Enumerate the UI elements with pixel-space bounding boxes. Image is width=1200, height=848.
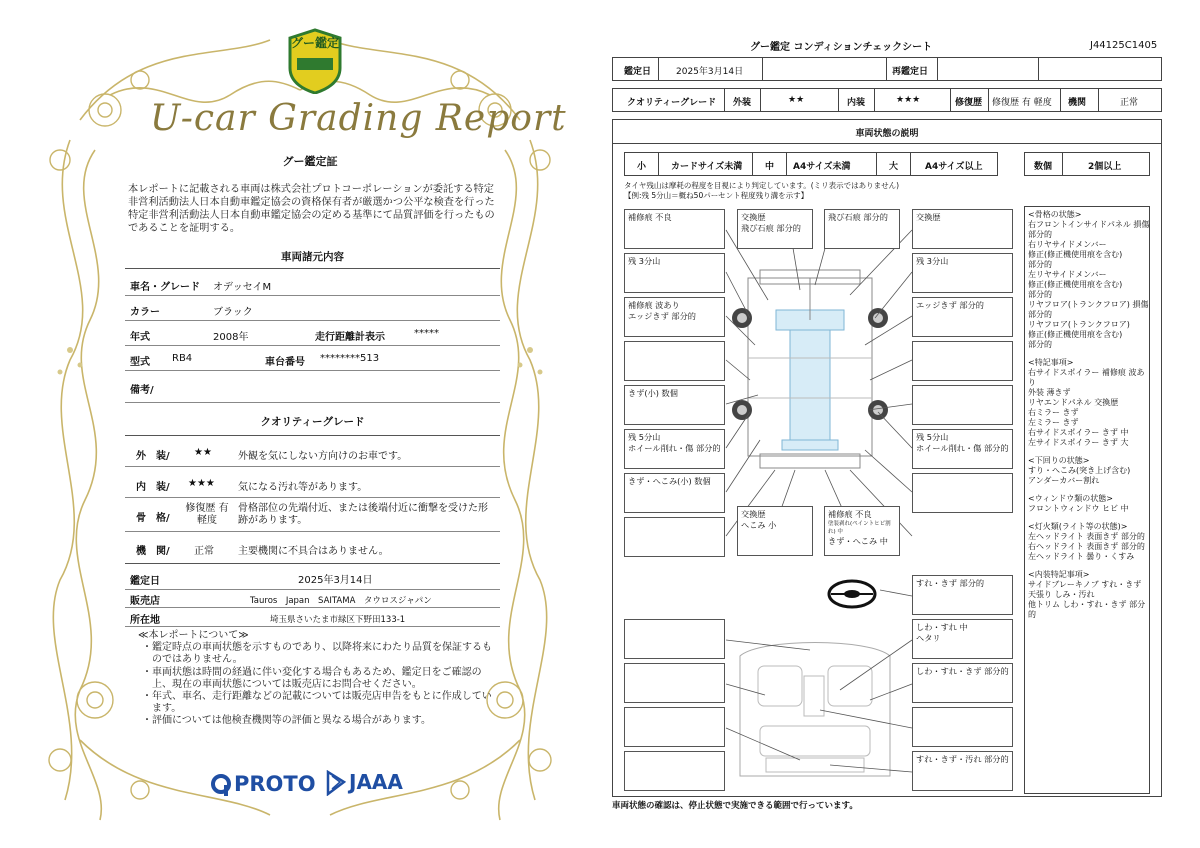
sheet-title: グー鑑定 コンディションチェックシート	[750, 42, 933, 53]
quality-grade-label: クオリティーグレード	[627, 98, 717, 108]
year-value: 2008年	[213, 332, 249, 343]
quality-engine-label: 機 関/	[136, 546, 170, 557]
quality-interior-grade: ★★★	[188, 478, 215, 489]
quality-frame-grade: 修復歴 有 軽度	[185, 503, 229, 526]
note-item: ・年式、車名、走行距離などの記載については販売店申告をもとに作成しています。	[142, 691, 492, 715]
divider	[125, 531, 500, 532]
damage-box: きず(小) 数個	[624, 385, 725, 425]
interior-box	[624, 707, 725, 747]
color-label: カラー	[130, 307, 160, 318]
divider	[125, 626, 500, 627]
size-small-label: 小	[637, 162, 647, 172]
lights-notes: <灯火類(ライト等の状態)> 左ヘッドライト 表面きず 部分的 右ヘッドライト 表面きず 部分的 左ヘッドライト 曇り・くすみ	[1028, 522, 1145, 561]
appraisal-date-label: 鑑定日	[130, 576, 160, 587]
size-mid-label: 中	[765, 162, 775, 172]
special-notes: <特記事項> 右サイドスポイラー 補修痕 波あり 外装 薄きず リヤエンドパネル 交換歴 右ミラー きず 左ミラー きず 右サイドスポイラー きず 中 左サイドスポイラー きず 大	[1028, 358, 1145, 447]
frame-condition-notes: <骨格の状態> 右フロントインサイドパネル 損傷 部分的 右リヤサイドメンバー 修正(修正機使用痕を含む) 部分的 左リヤサイドメンバー 修正(修正機使用痕を含む) 部分的 リヤフロア(トランクフロア) 損傷 部分的 リヤフロア(トランクフロア) 修正(修正機使用痕を含む) 部分的	[1028, 210, 1150, 349]
jaaa-logo-text: JAAA	[349, 770, 403, 794]
chassis-value: ********513	[320, 353, 380, 364]
quality-engine-grade: 正常	[194, 546, 214, 557]
repair-history-label: 修復歴	[955, 98, 983, 108]
divider	[125, 295, 500, 296]
footer-note: 車両状態の確認は、停止状態で実施できる範囲で行っています。	[612, 801, 858, 811]
mileage-label: 走行距離計表示	[315, 332, 385, 343]
interior-box: しわ・すれ・きず 部分的	[912, 663, 1013, 703]
damage-box: 交換歴	[912, 209, 1013, 249]
quality-exterior-desc: 外観を気にしない方向けのお車です。	[238, 451, 408, 462]
damage-box: 補修痕 不良 塗装剥れ(ペイントヒビ割れ) 中 きず・へこみ 中	[824, 506, 900, 556]
dealer-value: Tauros Japan SAITAMA タウロスジャパン	[250, 596, 432, 606]
tire-note-example: 【例:残 5分山＝概ね50パーセント程度残り溝を示す】	[624, 191, 809, 200]
appraisal-date-value: 2025年3月14日	[298, 575, 373, 586]
certificate-heading: グー鑑定証	[282, 155, 338, 168]
mileage-value: *****	[414, 328, 439, 339]
divider	[125, 466, 500, 467]
underbody-notes: <下回りの状態> すり・へこみ(突き上げ含む) アンダーカバー割れ	[1028, 456, 1131, 485]
interior-box	[912, 707, 1013, 747]
note-item: ・評価については他検査機関等の評価と異なる場合があります。	[142, 715, 431, 727]
interior-special-notes: <内装特記事項> サイドブレーキノブ すれ・きず 天張り しみ・汚れ 他トリム しわ・すれ・きず 部分的	[1028, 570, 1146, 619]
size-large-label: 大	[889, 162, 899, 172]
specs-heading: 車両諸元内容	[281, 251, 344, 263]
exterior-label: 外装	[733, 98, 752, 108]
tire-note: タイヤ残山は摩耗の程度を目視により判定しています。(ミリ表示ではありません)	[624, 181, 900, 190]
note-item: ・鑑定時点の車両状態を示すものであり、以降将来にわたり品質を保証するものではありません。	[142, 642, 492, 666]
model-label: 型式	[130, 357, 150, 368]
damage-box: 補修痕 波あり エッジきず 部分的	[624, 297, 725, 337]
damage-box: 残 5分山 ホイール削れ・傷 部分的	[912, 429, 1013, 469]
quality-exterior-grade: ★★	[194, 447, 212, 458]
interior-box	[624, 751, 725, 791]
divider	[125, 268, 500, 269]
damage-box: 補修痕 不良	[624, 209, 725, 249]
damage-box: 飛び石痕 部分的	[824, 209, 900, 249]
interior-box: すれ・きず 部分的	[912, 575, 1013, 615]
damage-box: 交換歴 へこみ 小	[737, 506, 813, 556]
size-mid-desc: A4サイズ未満	[793, 162, 851, 172]
dealer-label: 販売店	[130, 596, 160, 607]
note-item: ・車両状態は時間の経過に伴い変化する場合もあるため、鑑定日をご確認の上、現在の車両状態については販売店にお問合せください。	[142, 666, 482, 690]
quality-frame-desc: 骨格部位の先端付近、または後端付近に衝撃を受けた形跡があります。	[238, 503, 488, 526]
reappraisal-date-label: 再鑑定日	[892, 67, 929, 77]
size-small-desc: カードサイズ未満	[671, 162, 743, 172]
proto-logo-text: PROTO	[234, 772, 316, 796]
chassis-label: 車台番号	[265, 357, 305, 368]
divider	[125, 345, 500, 346]
divider	[125, 320, 500, 321]
engine-value: 正常	[1120, 98, 1139, 108]
condition-check-sheet	[600, 0, 1200, 848]
remarks-label: 備考/	[130, 385, 154, 396]
engine-label: 機関	[1068, 98, 1087, 108]
damage-box: 残 3分山	[912, 253, 1013, 293]
quality-heading: クオリティーグレード	[260, 416, 365, 428]
jaaa-logo-icon	[326, 770, 346, 796]
year-label: 年式	[130, 332, 150, 343]
divider	[125, 402, 500, 403]
notes-title: ≪本レポートについて≫	[138, 630, 249, 641]
damage-box: 交換歴 飛び石痕 部分的	[737, 209, 813, 249]
divider	[125, 589, 500, 590]
divider	[125, 563, 500, 564]
sheet-appraisal-date-label: 鑑定日	[624, 67, 652, 77]
quality-exterior-label: 外 装/	[136, 451, 170, 462]
divider	[125, 607, 500, 608]
color-value: ブラック	[213, 307, 253, 318]
interior-box	[624, 619, 725, 659]
damage-box: 残 3分山	[624, 253, 725, 293]
divider	[125, 435, 500, 436]
sheet-appraisal-date-value: 2025年3月14日	[676, 67, 744, 77]
address-label: 所在地	[130, 615, 160, 626]
interior-label: 内装	[847, 98, 866, 108]
certificate-statement: 本レポートに記載される車両は株式会社プロトコーポレーションが委託する特定非営利活動法人日本自動車鑑定協会の資格保有者が厳選かつ公平な検査を行った特定非営利活動法人日本自動車鑑定協会の定める基準にて品質評価を行ったものであることを証明する。	[128, 184, 495, 234]
sheet-code: J44125C1405	[1090, 40, 1158, 51]
divider	[125, 497, 500, 498]
window-notes: <ウィンドウ類の状態> フロントウィンドウ ヒビ 中	[1028, 494, 1129, 513]
damage-box: きず・へこみ(小) 数個	[624, 473, 725, 513]
repair-history-value: 修復歴 有 軽度	[992, 98, 1052, 108]
count-label: 数個	[1034, 162, 1053, 172]
divider	[125, 370, 500, 371]
interior-box	[624, 663, 725, 703]
exterior-value: ★★	[788, 95, 805, 105]
report-notes	[138, 630, 498, 728]
quality-interior-label: 内 装/	[136, 482, 170, 493]
condition-notes-list	[1028, 210, 1150, 628]
interior-box: しわ・すれ 中 ヘタリ	[912, 619, 1013, 659]
count-desc: 2個以上	[1088, 162, 1122, 172]
car-name-value: オデッセイM	[213, 282, 272, 293]
condition-heading: 車両状態の説明	[855, 129, 919, 139]
badge-text: グー鑑定	[290, 36, 339, 50]
report-title: U-car Grading Report	[150, 98, 567, 139]
proto-logo-icon	[210, 773, 232, 797]
damage-box: 残 5分山 ホイール削れ・傷 部分的	[624, 429, 725, 469]
car-name-label: 車名・グレード	[130, 282, 200, 293]
interior-box: すれ・きず・汚れ 部分的	[912, 751, 1013, 791]
size-large-desc: A4サイズ以上	[925, 162, 983, 172]
quality-interior-desc: 気になる汚れ等があります。	[238, 482, 368, 493]
quality-engine-desc: 主要機関に不具合はありません。	[238, 546, 389, 557]
damage-box: エッジきず 部分的	[912, 297, 1013, 337]
interior-value: ★★★	[896, 95, 921, 105]
model-value: RB4	[172, 353, 193, 364]
address-value: 埼玉県さいたま市緑区下野田133-1	[270, 615, 406, 625]
quality-frame-label: 骨 格/	[136, 513, 170, 524]
